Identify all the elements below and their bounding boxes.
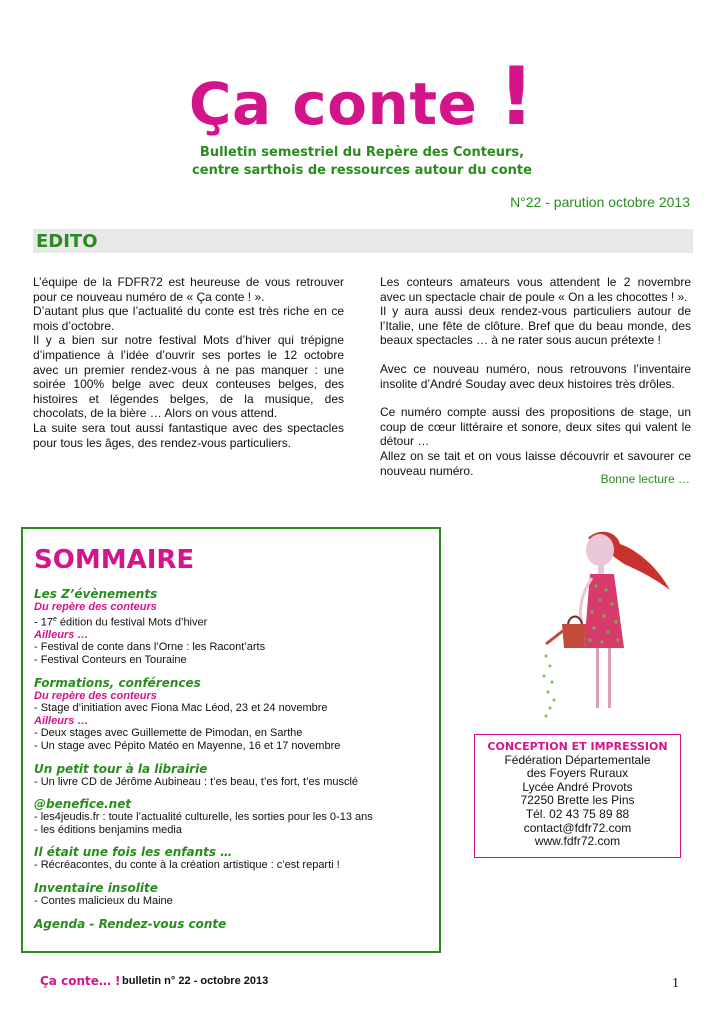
sommaire-subsection: Du repère des conteurs [34, 689, 157, 702]
edito-paragraph: Allez on se tait et on vous laisse découvrir et savourer ce nouveau numéro. [380, 448, 691, 478]
head-shape [586, 534, 614, 566]
edito-paragraph: D’autant plus que l’actualité du conte est très riche en ce mois d’octobre. [33, 304, 344, 333]
edito-paragraph: La suite sera tout aussi fantastique avec des spectacles pour tous les âges, des rendez-vous particuliers. [33, 420, 344, 450]
page-number: 1 [672, 976, 679, 991]
masthead-exclamation: ! [498, 50, 536, 143]
sommaire-subsection: Ailleurs … [34, 714, 89, 727]
footer-text: bulletin n° 22 - octobre 2013 [122, 975, 269, 987]
edito-header-bar [33, 229, 693, 253]
masthead-title-text: Ça conte [188, 70, 478, 138]
credits-line: des Foyers Ruraux [526, 766, 629, 781]
sommaire-content [34, 587, 434, 931]
sommaire-section-title: @benefice.net [34, 797, 132, 812]
footer-brand: Ça conte… ! [40, 974, 121, 988]
water-drops [543, 655, 556, 718]
edito-paragraph: L’équipe de la FDFR72 est heureuse de vous retrouver pour ce nouveau numéro de « Ça conte ! ». [33, 275, 344, 304]
sommaire-section-title: Formations, conférences [34, 675, 201, 690]
edito-paragraph: Avec ce nouveau numéro, nous retrouvons l’inventaire insolite d’André Souday avec deux histoires très drôles. [380, 361, 691, 391]
sommaire-section-title: Inventaire insolite [34, 880, 158, 895]
credits-line: Tél. 02 43 75 89 88 [525, 806, 630, 821]
credits-email[interactable]: contact@fdfr72.com [523, 820, 632, 835]
sommaire-subsection: Ailleurs … [34, 628, 89, 641]
sommaire-item: - 17e édition du festival Mots d’hiver [34, 615, 208, 629]
watering-can-shape [562, 624, 586, 648]
sommaire-section-title: Les Z’évènements [34, 587, 158, 601]
sommaire-item: - Stage d’initiation avec Fiona Mac Léod, 23 et 24 novembre [34, 702, 328, 715]
credits-box [474, 734, 681, 858]
sommaire-item: - Un stage avec Pépito Matéo en Mayenne, 16 et 17 novembre [34, 740, 341, 752]
edito-left-column [33, 275, 344, 450]
subtitle-line-1: Bulletin semestriel du Repère des Conteurs, [199, 145, 525, 160]
sommaire-item: - Festival Conteurs en Touraine [34, 654, 187, 667]
sommaire-section-title: Agenda - Rendez-vous conte [34, 916, 227, 931]
sommaire-item: - Deux stages avec Guillemette de Pimodan, en Sarthe [34, 727, 303, 740]
sommaire-item: - les4jeudis.fr : toute l’actualité culturelle, les sorties pour les 0-13 ans [34, 811, 373, 824]
sommaire-subsection: Du repère des conteurs [34, 601, 157, 613]
issue-number: N°22 - parution octobre 2013 [510, 194, 690, 210]
sommaire-item: - Récréacontes, du conte à la création artistique : c’est reparti ! [34, 859, 340, 872]
credits-title: CONCEPTION ET IMPRESSION [487, 740, 668, 753]
sommaire-item: - Festival de conte dans l’Orne : les Racont’arts [34, 641, 266, 654]
edito-right-column [380, 275, 691, 478]
edito-title: EDITO [36, 231, 98, 252]
sommaire-title: SOMMAIRE [34, 545, 195, 575]
subtitle-line-2: centre sarthois de ressources autour du conte [192, 163, 532, 178]
sommaire-item: - les éditions benjamins media [34, 823, 182, 836]
edito-paragraph: Il y aura aussi deux rendez-vous particuliers autour de l’Italie, une fête de clôture. Bref que du beau monde, des beaux spectacles … à ne rater sous aucun prétexte ! [380, 304, 691, 348]
edito-signoff: Bonne lecture … [600, 472, 690, 486]
edito-paragraph: Les conteurs amateurs vous attendent le 2 novembre avec un spectacle chair de poule « On a les chocottes ! ». [380, 275, 691, 304]
sommaire-item: - Contes malicieux du Maine [34, 894, 173, 907]
edito-paragraph: Il y a bien sur notre festival Mots d’hiver qui trépigne d’impatience à l’idée d’ouvrir ses portes le 12 octobre avec un premier rendez-vous à ne pas manquer : une soirée 100% belge avec deux conteuses belges, des histoires et légendes belges, de la musique, des chocolats, de la bière … Alors on vous attend. [33, 333, 344, 421]
dress-shape [584, 574, 624, 648]
sommaire-section-title: Un petit tour à la librairie [34, 761, 208, 776]
credits-line: Lycée André Provots [522, 779, 633, 794]
sommaire-item: - Un livre CD de Jérôme Aubineau : t’es beau, t’es fort, t’es musclé [34, 775, 359, 788]
masthead-title [0, 50, 724, 143]
credits-website[interactable]: www.fdfr72.com [534, 834, 621, 849]
girl-watering-can-illustration [528, 520, 678, 725]
edito-paragraph: Ce numéro compte aussi des propositions de stage, un coup de cœur littéraire et sonore, deux sites qui valent le détour … [380, 405, 691, 449]
sommaire-section-title: Il était une fois les enfants … [34, 845, 233, 860]
credits-line: Fédération Départementale [504, 752, 651, 767]
credits-line: 72250 Brette les Pins [520, 793, 635, 808]
